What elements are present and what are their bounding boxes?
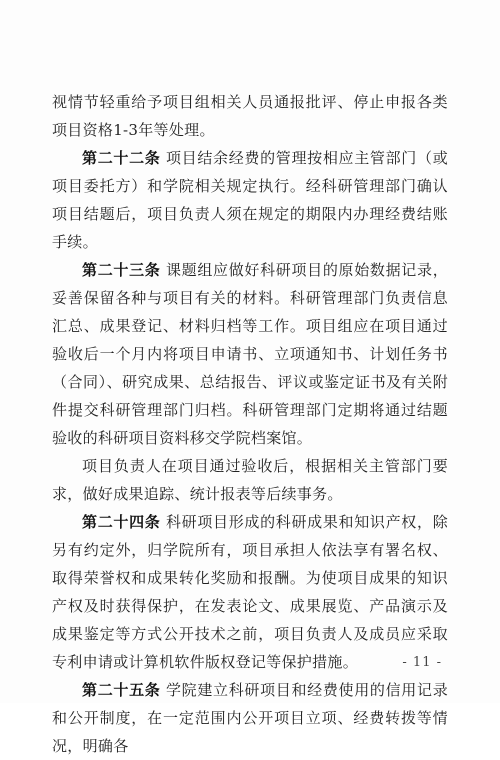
article-24 xyxy=(52,508,448,676)
paragraph-followup xyxy=(52,452,448,508)
article-22 xyxy=(52,144,448,256)
article-heading: 第二十三条 xyxy=(82,261,161,279)
paragraph-text: 项目负责人在项目通过验收后，根据相关主管部门要求，做好成果追踪、统计报表等后续事务。 xyxy=(52,457,448,503)
article-text: 科研项目形成的科研成果和知识产权，除另有约定外，归学院所有，项目承担人依法享有署名权、取得荣誉权和成果转化奖励和报酬。为使项目成果的知识产权及时获得保护，在发表论文、成果展览、产品演示及成果鉴定等方式公开技术之前，项目负责人及成员应采取专利申请或计算机软件版权登记等保护措施。 xyxy=(52,513,448,671)
article-heading: 第二十五条 xyxy=(82,681,161,699)
article-text: 项目结余经费的管理按相应主管部门（或项目委托方）和学院相关规定执行。经科研管理部门确认项目结题后，项目负责人须在规定的期限内办理经费结账手续。 xyxy=(52,149,448,251)
page-number: - 11 - xyxy=(402,655,442,670)
article-25 xyxy=(52,676,448,760)
article-23 xyxy=(52,256,448,452)
document-body xyxy=(52,88,448,760)
paragraph-text: 视情节轻重给予项目组相关人员通报批评、停止申报各类项目资格1-3年等处理。 xyxy=(52,93,448,139)
paragraph-continuation xyxy=(52,88,448,144)
article-heading: 第二十二条 xyxy=(82,149,161,167)
article-text: 学院建立科研项目和经费使用的信用记录和公开制度，在一定范围内公开项目立项、经费转拨等情况，明确各 xyxy=(52,681,448,755)
article-heading: 第二十四条 xyxy=(82,513,161,531)
article-text: 课题组应做好科研项目的原始数据记录，妥善保留各种与项目有关的材料。科研管理部门负责信息汇总、成果登记、材料归档等工作。项目组应在项目通过验收后一个月内将项目申请书、立项通知书、计划任务书（合同）、研究成果、总结报告、评议或鉴定证书及有关附件提交科研管理部门归档。科研管理部门定期将通过结题验收的科研项目资料移交学院档案馆。 xyxy=(52,261,448,447)
